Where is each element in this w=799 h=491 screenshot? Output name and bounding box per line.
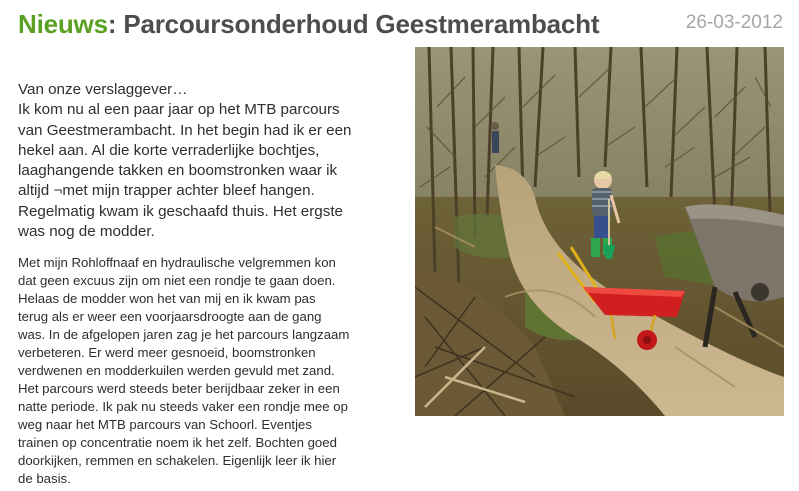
body-line: Het parcours werd steeds beter berijdbaar zeker in een	[18, 381, 340, 396]
body-line: verbeteren. Er werd meer gesnoeid, boomstronken	[18, 345, 316, 360]
intro-line: hekel aan. Al die korte verraderlijke bochtjes,	[18, 141, 320, 159]
headline-separator: :	[107, 9, 117, 39]
intro-line: altijd ¬met mijn trapper achter bleef hangen.	[18, 182, 315, 200]
intro-line: van Geestmerambacht. In het begin had ik er een	[18, 121, 352, 139]
body-line: was. In de afgelopen jaren zag je het parcours langzaam	[18, 327, 350, 342]
intro-line: Van onze verslaggever…	[18, 81, 188, 98]
article-date: 26-03-2012	[685, 12, 783, 33]
intro-line: laaghangende takken en boomstronken waar ik	[18, 162, 338, 180]
article-headline	[18, 9, 599, 40]
body-line: dat geen excuus zijn om niet een rondje te gaan doen.	[18, 273, 336, 288]
adult-figure	[491, 122, 499, 153]
intro-line: Regelmatig kwam ik geschaafd thuis. Het ergste	[18, 202, 343, 220]
body-line: Met mijn Rohloffnaaf en hydraulische velgremmen kon	[18, 255, 336, 270]
body-line: verdwenen en modderkuilen werden gevuld met zand.	[18, 363, 335, 378]
body-line: doorkijken, remmen en schakelen. Eigenlijk leer ik hier	[18, 453, 337, 468]
body-line: terug als er weer een voorjaarsdroogte aan de gang	[18, 309, 322, 324]
body-line: weg naar het MTB parcours van Schoorl. Eventjes	[18, 417, 312, 432]
body-line: trainen op concentratie noem ik het zelf. Bochten goed	[18, 435, 337, 450]
body-line: de basis.	[18, 471, 71, 486]
intro-line: Ik kom nu al een paar jaar op het MTB parcours	[18, 101, 340, 119]
article-photo	[415, 47, 784, 416]
body-line: natte periode. Ik pak nu steeds vaker een rondje mee op	[18, 399, 348, 414]
forest-path-photo	[415, 47, 784, 416]
article-intro	[18, 80, 406, 242]
article-title: Parcoursonderhoud Geestmerambacht	[123, 9, 600, 39]
section-kicker[interactable]: Nieuws	[18, 9, 108, 39]
body-line: Helaas de modder won het van mij en ik kwam pas	[18, 291, 316, 306]
article-body	[18, 254, 398, 488]
intro-line: was nog de modder.	[18, 223, 155, 241]
